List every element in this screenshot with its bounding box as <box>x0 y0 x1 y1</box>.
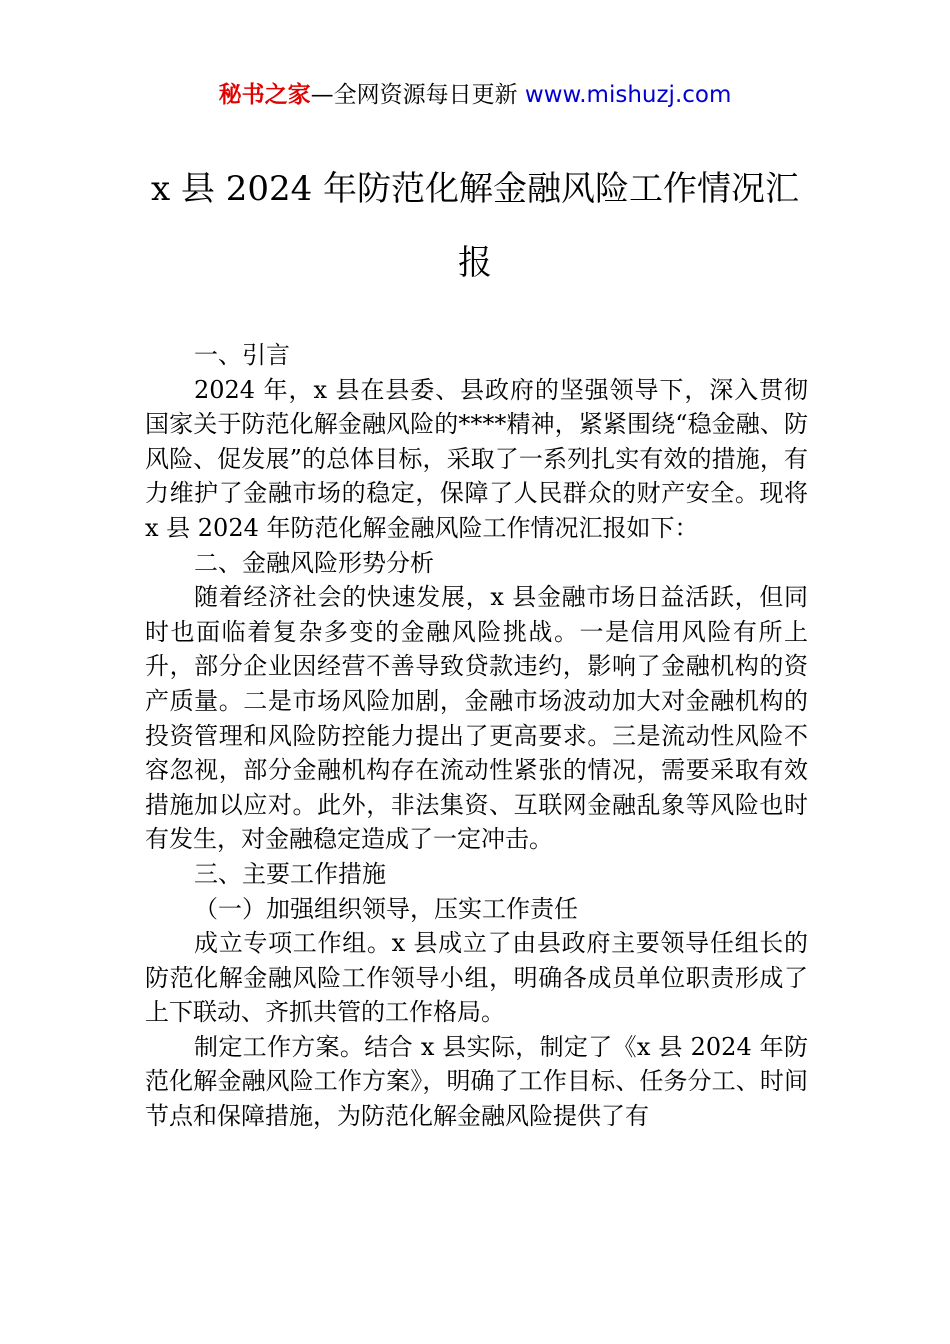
site-tagline: —全网资源每日更新 <box>310 82 525 108</box>
document-title: x 县 2024 年防范化解金融风险工作情况汇报 <box>150 169 800 283</box>
site-header <box>0 78 950 112</box>
paragraph-work-plan: 制定工作方案。结合 x 县实际，制定了《x 县 2024 年防范化解金融风险工作方案》，明确了工作目标、任务分工、时间节点和保障措施，为防范化解金融风险提供了有 <box>145 1032 808 1131</box>
paragraph-analysis: 随着经济社会的快速发展，x 县金融市场日益活跃，但同时也面临着复杂多变的金融风险挑战。一是信用风险有所上升，部分企业因经营不善导致贷款违约，影响了金融机构的资产质量。二是市场风险加剧，金融市场波动加大对金融机构的投资管理和风险防控能力提出了更高要求。三是流动性风险不容忽视，部分金融机构存在流动性紧张的情况，需要采取有效措施加以应对。此外，非法集资、互联网金融乱象等风险也时有发生，对金融稳定造成了一定冲击。 <box>145 583 808 854</box>
paragraph-intro: 2024 年，x 县在县委、县政府的坚强领导下，深入贯彻国家关于防范化解金融风险的****精神，紧紧围绕“稳金融、防风险、促发展”的总体目标，采取了一系列扎实有效的措施，有力维护了金融市场的稳定，保障了人民群众的财产安全。现将 x 县 2024 年防范化解金融风险工作情况汇报如下： <box>145 375 808 542</box>
subsection-heading-organization: （一）加强组织领导，压实工作责任 <box>194 894 578 923</box>
paragraph-working-group: 成立专项工作组。x 县成立了由县政府主要领导任组长的防范化解金融风险工作领导小组，明确各成员单位职责形成了上下联动、齐抓共管的工作格局。 <box>145 929 808 1027</box>
section-heading-analysis: 二、金融风险形势分析 <box>194 548 434 577</box>
document-body <box>145 338 808 1134</box>
site-brand: 秘书之家 <box>218 82 311 108</box>
section-heading-intro: 一、引言 <box>194 341 290 369</box>
section-heading-measures: 三、主要工作措施 <box>194 859 386 888</box>
site-url[interactable]: www.mishuzj.com <box>524 82 732 108</box>
